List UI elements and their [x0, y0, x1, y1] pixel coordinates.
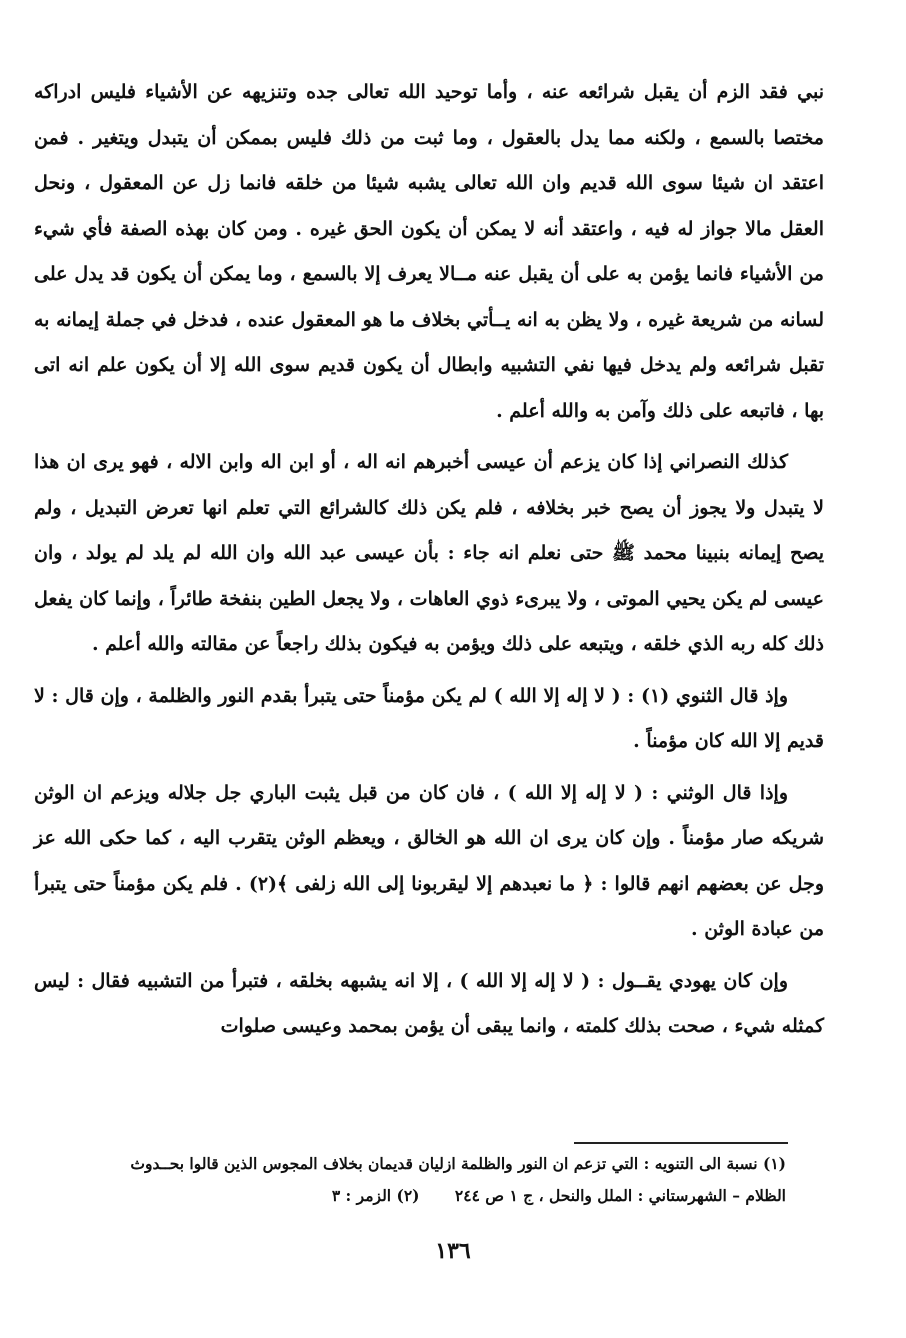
main-text-block — [34, 70, 824, 1050]
footnote-1-continuation — [36, 1180, 786, 1212]
paragraph-2: كذلك النصراني إذا كان يزعم أن عيسى أخبرهم انه اله ، أو ابن اله وابن الاله ، فهو يرى ان هذا لا يتبدل ولا يجوز أن يصح خبر بخلافه ، فلم يكن ذلك كالشرائع التي تعلم انها تعرض التبديل ، ولم يصح إيمانه بنبينا محمد ﷺ حتى نعلم انه جاء : بأن عيسى عبد الله وان الله لم يلد لم يولد ، وان عيسى لم يكن يحيي الموتى ، ولا يبرىء ذوي العاهات ، ولا يجعل الطين بنفخة طائراً ، وإنما كان يفعل ذلك كله ربه الذي خلقه ، ويتبعه على ذلك ويؤمن به فيكون بذلك راجعاً عن مقالته والله أعلم . — [34, 451, 824, 655]
paragraph-4: وإذا قال الوثني : ( لا إله إلا الله ) ، فان كان من قبل يثبت الباري جل جلاله ويزعم ان الوثن شريكه صار مؤمناً . وإن كان يرى ان الله هو الخالق ، ويعظم الوثن يتقرب اليه ، كما حكى الله عز وجل عن بعضهم انهم قالوا : ﴿ ما نعبدهم إلا ليقربونا إلى الله زلفى ﴾(٢) . فلم يكن مؤمناً حتى يتبرأ من عبادة الوثن . — [34, 781, 824, 940]
footnote-2: (٢) الزمر : ٣ — [331, 1186, 420, 1205]
page-number: ١٣٦ — [435, 1238, 471, 1264]
footnote-divider — [574, 1142, 788, 1144]
footnote-1-source: الظلام – الشهرستاني : الملل والنحل ، ج ١ ص ٢٤٤ — [454, 1186, 786, 1205]
paragraph-1: نبي فقد الزم أن يقبل شرائعه عنه ، وأما توحيد الله تعالى جده وتنزيهه عن الأشياء فليس ادراكه مختصا بالسمع ، ولكنه مما يدل بالعقول ، وما ثبت من ذلك فليس بممكن أن يتبدل ويتغير . فمن اعتقد ان شيئا سوى الله قديم وان الله تعالى يشبه شيئا من خلقه فانما زل عن المعقول ، ونحل العقل مالا جواز له فيه ، واعتقد أنه لا يمكن أن يكون الحق غيره . ومن كان بهذه الصفة فأي شيء من الأشياء فانما يؤمن به على أن يقبل عنه مــالا يعرف إلا بالسمع ، وما يمكن أن يكون قد يدل على لسانه من شريعة غيره ، ولا يظن به انه يــأتي بخلاف ما هو المعقول عنده ، فدخل في جملة إيمانه به تقبل شرائعه ولم يدخل فيها نفي التشبيه وابطال أن يكون قديم سوى الله إلا أن يكون علم انه اتى بها ، فاتبعه على ذلك وآمن به والله أعلم . — [34, 81, 824, 422]
paragraph-3: وإذ قال الثنوي (١) : ( لا إله إلا الله ) لم يكن مؤمناً حتى يتبرأ بقدم النور والظلمة ، وإن قال : لا قديم إلا الله كان مؤمناً . — [34, 684, 824, 752]
footnote-1: (١) نسبة الى التنويه : التي تزعم ان النور والظلمة ازليان قديمان بخلاف المجوس الذين قالوا بحــدوث — [130, 1154, 786, 1173]
footnotes — [36, 1148, 786, 1212]
paragraph-5: وإن كان يهودي يقــول : ( لا إله إلا الله ) ، إلا انه يشبهه بخلقه ، فتبرأ من التشبيه فقال : ليس كمثله شيء ، صحت بذلك كلمته ، وانما يبقى أن يؤمن بمحمد وعيسى صلوات — [34, 969, 824, 1037]
